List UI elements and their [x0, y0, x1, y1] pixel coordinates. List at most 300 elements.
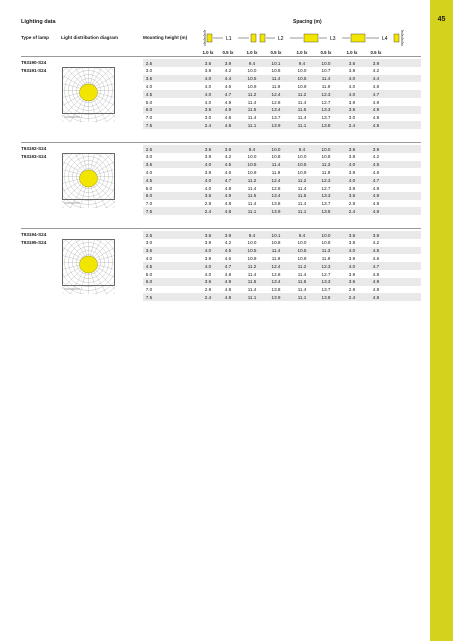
spacing-value-cell: 10.0	[247, 68, 257, 74]
spacing-value-cell: 13.8	[271, 287, 281, 293]
spacing-value-cell: 4.0	[204, 83, 212, 89]
spacing-value-cell: 11.1	[247, 294, 257, 300]
spacing-value-cell: 10.9	[247, 83, 257, 89]
table-row	[143, 254, 421, 262]
spacing-value-cell: 13.4	[271, 193, 281, 199]
spacing-value-cell: 2.9	[348, 201, 356, 207]
spacing-value-cell: 10.5	[297, 76, 307, 82]
spacing-value-cell: 12.3	[321, 91, 331, 97]
light-distribution-diagram	[62, 153, 115, 208]
spacing-value-cell: 11.5	[297, 279, 307, 285]
mounting-height-cell: 5.0	[145, 271, 153, 277]
mounting-height-cell: 7.0	[145, 201, 153, 207]
table-row	[143, 293, 421, 301]
spacing-value-cell: 11.2	[297, 177, 307, 183]
spacing-value-cell: 4.0	[348, 83, 356, 89]
table-row	[143, 176, 421, 184]
spacing-value-cell: 4.8	[224, 185, 232, 191]
spacing-value-cell: 3.9	[204, 255, 212, 261]
spacing-value-cell: 10.8	[271, 240, 281, 246]
spacing-value-cell: 11.4	[297, 287, 307, 293]
spacing-value-cell: 11.4	[247, 287, 257, 293]
spacing-value-cell: 4.0	[204, 263, 212, 269]
spacing-value-cell: 2.4	[348, 294, 356, 300]
spacing-value-cell: 4.8	[224, 122, 232, 128]
spacing-value-cell: 11.4	[321, 76, 331, 82]
spacing-value-cell: 3.6	[204, 279, 212, 285]
spacing-value-cell: 11.1	[247, 122, 257, 128]
spacing-value-cell: 3.9	[224, 232, 232, 238]
spacing-value-cell: 11.4	[247, 185, 257, 191]
spacing-value-cell: 11.4	[297, 185, 307, 191]
spacing-value-cell: 9.4	[298, 146, 306, 152]
spacing-value-cell: 10.1	[271, 232, 281, 238]
spacing-value-cell: 4.0	[204, 185, 212, 191]
spacing-value-cell: 11.2	[297, 263, 307, 269]
spacing-value-cell: 11.4	[271, 248, 281, 254]
table-row	[143, 262, 421, 270]
table-row	[143, 98, 421, 106]
spacing-value-cell: 11.5	[297, 193, 307, 199]
spacing-value-cell: 2.4	[204, 208, 212, 214]
lamp-type-code: T93191-S24	[21, 67, 47, 73]
spacing-value-cell: 10.0	[247, 154, 257, 160]
spacing-value-cell: 11.5	[297, 107, 307, 113]
mounting-height-cell: 5.0	[145, 99, 153, 105]
spacing-value-cell: 13.4	[271, 279, 281, 285]
spacing-value-cell: 10.7	[321, 68, 331, 74]
spacing-value-cell: 4.9	[372, 279, 380, 285]
spacing-value-cell: 11.4	[247, 99, 257, 105]
spacing-value-cell: 4.7	[372, 263, 380, 269]
spacing-value-cell: 4.0	[348, 248, 356, 254]
header-light-distribution: Light distribution diagram	[61, 35, 118, 40]
lamp-type-code: T93195-S24	[21, 239, 47, 245]
spacing-value-cell: 3.6	[348, 146, 356, 152]
spacing-value-cell: 3.9	[348, 271, 356, 277]
spacing-value-cell: 4.0	[204, 248, 212, 254]
lux-header: 0.5 lx	[222, 50, 234, 55]
spacing-value-cell: 11.9	[321, 83, 331, 89]
spacing-value-cell: 11.9	[321, 255, 331, 261]
mounting-height-cell: 5.0	[145, 185, 153, 191]
spacing-value-cell: 3.6	[348, 279, 356, 285]
spacing-value-cell: 10.0	[297, 68, 307, 74]
spacing-value-cell: 12.3	[321, 177, 331, 183]
spacing-value-cell: 10.0	[321, 232, 331, 238]
spacing-value-cell: 11.2	[247, 263, 257, 269]
spacing-value-cell: 4.4	[372, 76, 380, 82]
spacing-value-cell: 10.5	[297, 162, 307, 168]
mounting-height-cell: 4.0	[145, 83, 153, 89]
table-row	[143, 161, 421, 169]
spacing-value-cell: 12.8	[271, 271, 281, 277]
mounting-height-cell: 3.5	[145, 76, 153, 82]
spacing-value-cell: 4.9	[372, 107, 380, 113]
spacing-value-cell: 12.4	[271, 263, 281, 269]
table-row	[143, 153, 421, 161]
spacing-value-cell: 3.8	[204, 68, 212, 74]
spacing-value-cell: 4.2	[224, 68, 232, 74]
mounting-height-cell: 2.5	[145, 60, 153, 66]
block-divider	[21, 228, 421, 229]
spacing-value-cell: 4.0	[204, 162, 212, 168]
table-row	[143, 207, 421, 215]
spacing-value-cell: 10.5	[247, 248, 257, 254]
spacing-value-cell: 3.6	[348, 193, 356, 199]
spacing-value-cell: 4.7	[372, 91, 380, 97]
spacing-label-l3: L3	[330, 36, 336, 42]
lamp-type-code: T93190-S24	[21, 60, 47, 65]
spacing-value-cell: 4.0	[348, 91, 356, 97]
spacing-value-cell: 4.2	[372, 154, 380, 160]
spacing-value-cell: 3.6	[204, 232, 212, 238]
light-distribution-cell	[62, 239, 115, 299]
spacing-value-cell: 12.7	[321, 99, 331, 105]
light-lobe-shape	[80, 256, 98, 273]
lamp-type-names	[21, 145, 46, 160]
spacing-value-cell: 3.9	[372, 232, 380, 238]
mounting-height-cell: 4.0	[145, 255, 153, 261]
spacing-value-cell: 13.3	[321, 193, 331, 199]
spacing-label-l2: L2	[278, 36, 284, 42]
spacing-value-cell: 10.0	[321, 60, 331, 66]
table-row	[143, 106, 421, 114]
mounting-height-cell: 2.5	[145, 146, 153, 152]
spacing-value-cell: 12.7	[321, 271, 331, 277]
spacing-value-cell: 3.9	[224, 146, 232, 152]
spacing-value-cell: 11.4	[247, 115, 257, 121]
spacing-value-cell: 3.0	[204, 115, 212, 121]
spacing-value-cell: 3.6	[204, 107, 212, 113]
spacing-value-cell: 11.5	[247, 279, 257, 285]
spacing-value-cell: 12.7	[321, 185, 331, 191]
spacing-value-cell: 10.5	[247, 76, 257, 82]
spacing-value-cell: 4.4	[224, 76, 232, 82]
spacing-value-cell: 11.9	[271, 169, 281, 175]
section-title: Lighting data	[21, 19, 56, 25]
mounting-height-cell: 7.0	[145, 287, 153, 293]
header-type-of-lamp: Type of lamp	[21, 35, 49, 40]
spacing-value-cell: 3.9	[204, 169, 212, 175]
spacing-value-cell: 10.0	[271, 146, 281, 152]
spacing-value-cell: 13.8	[321, 208, 331, 214]
table-row	[143, 145, 421, 153]
spacing-value-cell: 4.8	[224, 208, 232, 214]
spacing-value-cell: 11.2	[247, 177, 257, 183]
spacing-value-cell: 12.3	[321, 263, 331, 269]
spacing-value-cell: 11.4	[297, 99, 307, 105]
spacing-value-cell: 4.8	[372, 122, 380, 128]
spacing-value-cell: 4.5	[372, 248, 380, 254]
luminaire-icon	[251, 34, 256, 42]
mounting-height-cell: 6.0	[145, 279, 153, 285]
spacing-value-cell: 4.5	[372, 162, 380, 168]
spacing-value-cell: 2.4	[204, 294, 212, 300]
spacing-value-cell: 4.0	[204, 99, 212, 105]
spacing-value-cell: 9.4	[298, 60, 306, 66]
lux-header: 0.5 lx	[320, 50, 332, 55]
spacing-value-cell: 4.6	[224, 83, 232, 89]
spacing-value-cell: 10.9	[247, 255, 257, 261]
spacing-value-cell: 4.2	[372, 240, 380, 246]
spacing-value-cell: 11.1	[297, 208, 307, 214]
spacing-value-cell: 13.7	[271, 115, 281, 121]
spacing-value-cell: 4.9	[372, 185, 380, 191]
spacing-value-cell: 4.6	[372, 169, 380, 175]
spacing-value-cell: 2.9	[204, 201, 212, 207]
spacing-value-cell: 11.9	[271, 83, 281, 89]
spacing-value-cell: 2.9	[204, 287, 212, 293]
mounting-height-cell: 3.5	[145, 248, 153, 254]
spacing-value-cell: 11.9	[271, 255, 281, 261]
spacing-value-cell: 11.4	[247, 201, 257, 207]
spacing-value-cell: 10.5	[247, 162, 257, 168]
light-distribution-diagram	[62, 239, 115, 294]
light-distribution-cell	[62, 67, 115, 127]
spacing-value-cell: 4.6	[372, 255, 380, 261]
light-distribution-diagram	[62, 67, 115, 122]
spacing-diagram	[203, 28, 423, 48]
spacing-value-cell: 4.8	[224, 287, 232, 293]
spacing-value-cell: 13.8	[271, 201, 281, 207]
table-row	[143, 270, 421, 278]
spacing-value-cell: 3.9	[348, 169, 356, 175]
spacing-value-cell: 12.4	[271, 177, 281, 183]
spacing-value-cell: 4.6	[372, 83, 380, 89]
spacing-value-cell: 4.5	[224, 162, 232, 168]
spacing-value-cell: 4.9	[224, 193, 232, 199]
spacing-value-cell: 4.0	[204, 76, 212, 82]
mounting-height-cell: 4.5	[145, 263, 153, 269]
spacing-value-cell: 10.8	[321, 240, 331, 246]
lamp-type-code: T93192-S24	[21, 146, 47, 151]
spacing-value-cell: 4.2	[224, 240, 232, 246]
table-row	[143, 82, 421, 90]
mounting-height-cell: 3.0	[145, 154, 153, 160]
mounting-height-cell: 4.0	[145, 169, 153, 175]
spacing-value-cell: 11.2	[247, 91, 257, 97]
spacing-value-cell: 4.7	[224, 263, 232, 269]
spacing-value-cell: 10.9	[297, 255, 307, 261]
lamp-type-names	[21, 59, 46, 74]
wall-right-icon	[402, 30, 404, 46]
spacing-value-cell: 10.0	[297, 154, 307, 160]
spacing-value-cell: 10.0	[321, 146, 331, 152]
spacing-value-cell: 4.8	[224, 294, 232, 300]
mounting-height-cell: 7.5	[145, 208, 153, 214]
spacing-value-cell: 2.4	[348, 208, 356, 214]
spacing-value-cell: 4.0	[348, 162, 356, 168]
spacing-value-cell: 11.5	[247, 193, 257, 199]
luminaire-icon	[394, 34, 399, 42]
spacing-value-cell: 3.9	[372, 146, 380, 152]
spacing-value-cell: 3.8	[348, 240, 356, 246]
lux-header: 1.0 lx	[246, 50, 258, 55]
luminaire-icon	[207, 34, 212, 42]
spacing-value-cell: 13.8	[321, 122, 331, 128]
spacing-value-cell: 11.4	[247, 271, 257, 277]
mounting-height-cell: 6.0	[145, 107, 153, 113]
spacing-value-cell: 9.4	[248, 146, 256, 152]
spacing-value-cell: 13.8	[321, 294, 331, 300]
lux-header: 1.0 lx	[202, 50, 214, 55]
mounting-height-cell: 6.0	[145, 193, 153, 199]
spacing-value-cell: 3.9	[224, 60, 232, 66]
spacing-value-cell: 10.9	[297, 83, 307, 89]
spacing-value-cell: 4.7	[224, 91, 232, 97]
spacing-value-cell: 4.0	[204, 91, 212, 97]
spacing-value-cell: 11.4	[297, 201, 307, 207]
spacing-value-cell: 13.9	[271, 122, 281, 128]
spacing-value-cell: 3.6	[204, 146, 212, 152]
table-row	[143, 121, 421, 129]
table-row	[143, 200, 421, 208]
spacing-value-cell: 4.0	[348, 177, 356, 183]
spacing-value-cell: 3.9	[372, 60, 380, 66]
table-row	[143, 114, 421, 122]
spacing-value-cell: 4.8	[372, 201, 380, 207]
table-row	[143, 231, 421, 239]
luminaire-icon	[304, 34, 318, 42]
spacing-value-cell: 3.9	[348, 185, 356, 191]
lamp-type-code: T93194-S24	[21, 232, 47, 237]
spacing-value-cell: 2.4	[348, 122, 356, 128]
spacing-label-l4: L4	[382, 36, 388, 42]
spacing-value-cell: 3.6	[204, 193, 212, 199]
spacing-value-cell: 10.9	[247, 169, 257, 175]
spacing-value-cell: 12.4	[271, 91, 281, 97]
spacing-value-cell: 10.8	[321, 154, 331, 160]
block-divider	[21, 56, 421, 57]
spacing-value-cell: 4.6	[224, 169, 232, 175]
spacing-value-cell: 11.9	[321, 169, 331, 175]
spacing-value-cell: 4.8	[372, 294, 380, 300]
spacing-value-cell: 4.0	[348, 263, 356, 269]
spacing-value-cell: 4.6	[224, 255, 232, 261]
spacing-value-cell: 4.0	[204, 271, 212, 277]
spacing-value-cell: 13.7	[321, 201, 331, 207]
spacing-value-cell: 11.3	[321, 162, 331, 168]
page-number: 45	[437, 16, 446, 23]
spacing-value-cell: 10.8	[271, 68, 281, 74]
spacing-value-cell: 12.8	[271, 99, 281, 105]
mounting-height-cell: 7.5	[145, 122, 153, 128]
mounting-height-cell: 2.5	[145, 232, 153, 238]
spacing-value-cell: 4.8	[372, 115, 380, 121]
spacing-value-cell: 4.8	[372, 287, 380, 293]
table-row	[143, 286, 421, 294]
mounting-height-cell: 7.5	[145, 294, 153, 300]
lamp-type-code: T93193-S24	[21, 153, 47, 159]
spacing-value-cell: 3.6	[348, 60, 356, 66]
spacing-value-cell: 4.9	[224, 279, 232, 285]
lamp-type-names	[21, 231, 46, 246]
spacing-value-cell: 3.9	[348, 99, 356, 105]
luminaire-icon	[260, 34, 265, 42]
spacing-value-cell: 3.6	[348, 232, 356, 238]
table-row	[143, 184, 421, 192]
mounting-height-cell: 4.5	[145, 177, 153, 183]
spacing-value-cell: 3.8	[348, 68, 356, 74]
block-divider	[21, 142, 421, 143]
spacing-value-cell: 4.9	[372, 193, 380, 199]
spacing-value-cell: 4.8	[372, 271, 380, 277]
spacing-value-cell: 13.7	[321, 115, 331, 121]
light-lobe-shape	[80, 170, 98, 187]
spacing-value-cell: 13.4	[271, 107, 281, 113]
spacing-value-cell: 4.9	[224, 107, 232, 113]
spacing-value-cell: 10.9	[297, 169, 307, 175]
table-row	[143, 75, 421, 83]
spacing-value-cell: 2.4	[204, 122, 212, 128]
spacing-value-cell: 11.4	[271, 162, 281, 168]
spacing-value-cell: 4.2	[372, 68, 380, 74]
spacing-value-cell: 10.8	[271, 154, 281, 160]
table-row	[143, 192, 421, 200]
spacing-value-cell: 11.1	[247, 208, 257, 214]
spacing-value-cell: 3.0	[348, 115, 356, 121]
spacing-value-cell: 11.1	[297, 122, 307, 128]
spacing-value-cell: 3.6	[348, 107, 356, 113]
spacing-value-cell: 10.0	[247, 240, 257, 246]
spacing-value-cell: 13.3	[321, 107, 331, 113]
spacing-value-cell: 3.9	[204, 154, 212, 160]
luminaire-icon	[351, 34, 365, 42]
page-accent-strip	[430, 0, 453, 641]
spacing-value-cell: 4.9	[224, 99, 232, 105]
mounting-height-cell: 4.5	[145, 91, 153, 97]
spacing-value-cell: 3.6	[204, 60, 212, 66]
spacing-value-cell: 11.4	[297, 271, 307, 277]
table-row	[143, 90, 421, 98]
lux-header: 0.5 lx	[370, 50, 382, 55]
spacing-value-cell: 10.5	[297, 248, 307, 254]
spacing-value-cell: 3.9	[348, 255, 356, 261]
wall-left-icon	[203, 30, 205, 46]
spacing-value-cell: 9.4	[298, 232, 306, 238]
spacing-value-cell: 4.7	[224, 177, 232, 183]
spacing-value-cell: 9.4	[248, 232, 256, 238]
spacing-value-cell: 4.8	[372, 208, 380, 214]
spacing-value-cell: 11.2	[297, 91, 307, 97]
spacing-value-cell: 2.9	[348, 287, 356, 293]
spacing-value-cell: 4.8	[224, 271, 232, 277]
table-row	[143, 278, 421, 286]
spacing-value-cell: 4.0	[348, 76, 356, 82]
lux-header: 1.0 lx	[296, 50, 308, 55]
mounting-height-cell: 3.0	[145, 68, 153, 74]
spacing-value-cell: 4.8	[224, 115, 232, 121]
table-row	[143, 239, 421, 247]
spacing-value-cell: 4.7	[372, 177, 380, 183]
spacing-value-cell: 13.9	[271, 294, 281, 300]
spacing-value-cell: 13.3	[321, 279, 331, 285]
table-row	[143, 67, 421, 75]
spacing-value-cell: 10.0	[297, 240, 307, 246]
spacing-value-cell: 11.4	[297, 115, 307, 121]
spacing-value-cell: 4.8	[224, 201, 232, 207]
lux-header: 1.0 lx	[346, 50, 358, 55]
table-row	[143, 247, 421, 255]
header-mounting-height: Mounting height (m)	[143, 35, 188, 40]
table-row	[143, 168, 421, 176]
spacing-title: Spacing (m)	[293, 19, 322, 25]
spacing-value-cell: 4.9	[372, 99, 380, 105]
spacing-value-cell: 4.2	[224, 154, 232, 160]
spacing-value-cell: 13.7	[321, 287, 331, 293]
spacing-value-cell: 4.5	[224, 248, 232, 254]
